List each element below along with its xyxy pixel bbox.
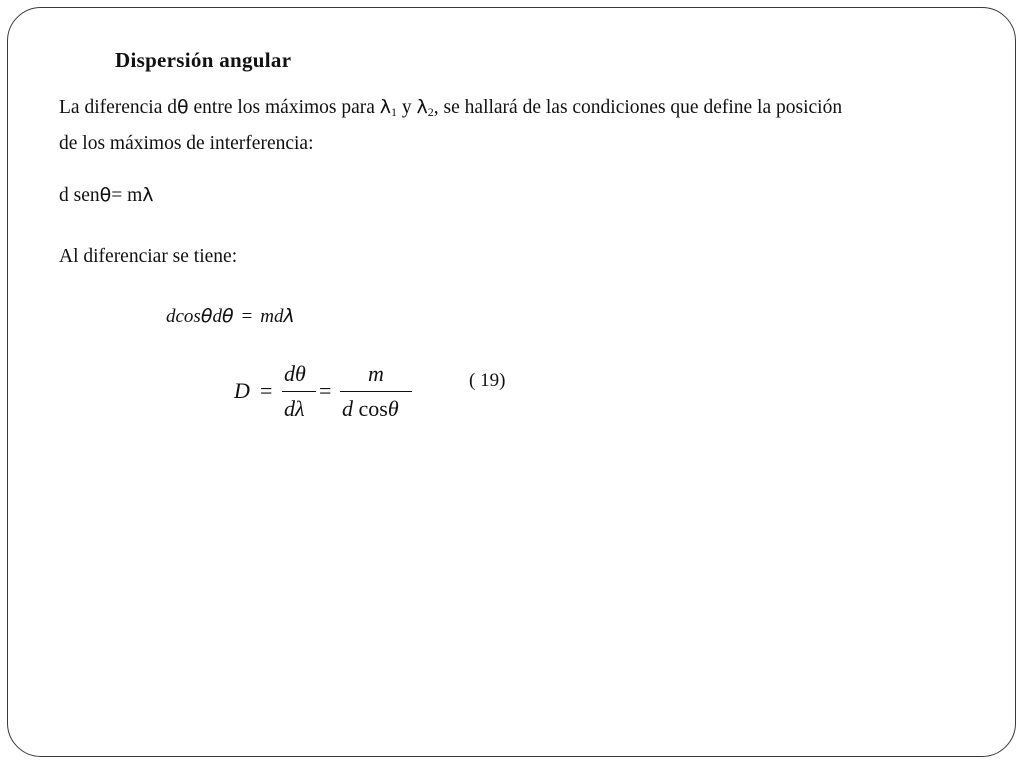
eq3-denominator-1: dλ [284, 396, 305, 421]
fraction-bar-2 [340, 391, 412, 392]
eq3-numerator-1: dθ [284, 361, 306, 386]
eq1-lambda: λ [142, 184, 154, 206]
para-line-2: de los máximos de interferencia: [59, 133, 314, 154]
differentiate-text: Al diferenciar se tiene: [59, 246, 238, 267]
eq2-b: d [212, 306, 222, 327]
eq2-equals: = [241, 306, 253, 327]
para-text-2: entre los máximos para [188, 97, 380, 118]
eq3-denominator-2: d cosθ [342, 396, 399, 421]
equation-number: ( 19) [469, 370, 506, 391]
theta-symbol: θ [177, 96, 189, 118]
subscript-1: 1 [391, 105, 398, 119]
para-text-4: , se hallará de las condiciones que define la posición [433, 97, 843, 118]
body-paragraph [59, 92, 842, 159]
para-text-1: La diferencia d [59, 97, 178, 118]
eq1-mid: = m [111, 185, 143, 206]
differential-equation [166, 305, 295, 328]
eq3-numerator-2: m [368, 361, 384, 386]
slide-title: Dispersión angular [115, 48, 292, 72]
lambda-symbol-2: λ [416, 96, 428, 118]
eq2-theta-2: θ [221, 305, 234, 327]
eq2-c: md [260, 306, 284, 327]
eq3-lhs: D [234, 378, 250, 403]
eq2-a: dcos [166, 306, 201, 327]
subscript-2: 2 [427, 105, 434, 119]
eq1-theta: θ [99, 184, 112, 206]
eq3-equals-2: = [319, 378, 332, 403]
eq3-equals-1: = [260, 378, 273, 403]
eq2-theta-1: θ [200, 305, 213, 327]
slide [7, 7, 1016, 757]
eq1-left: d sen [59, 185, 100, 206]
lambda-symbol-1: λ [379, 96, 392, 118]
eq2-lambda: λ [283, 305, 295, 327]
para-text-3: y [397, 97, 417, 118]
fraction-bar-1 [282, 391, 316, 392]
grating-equation [59, 184, 154, 207]
